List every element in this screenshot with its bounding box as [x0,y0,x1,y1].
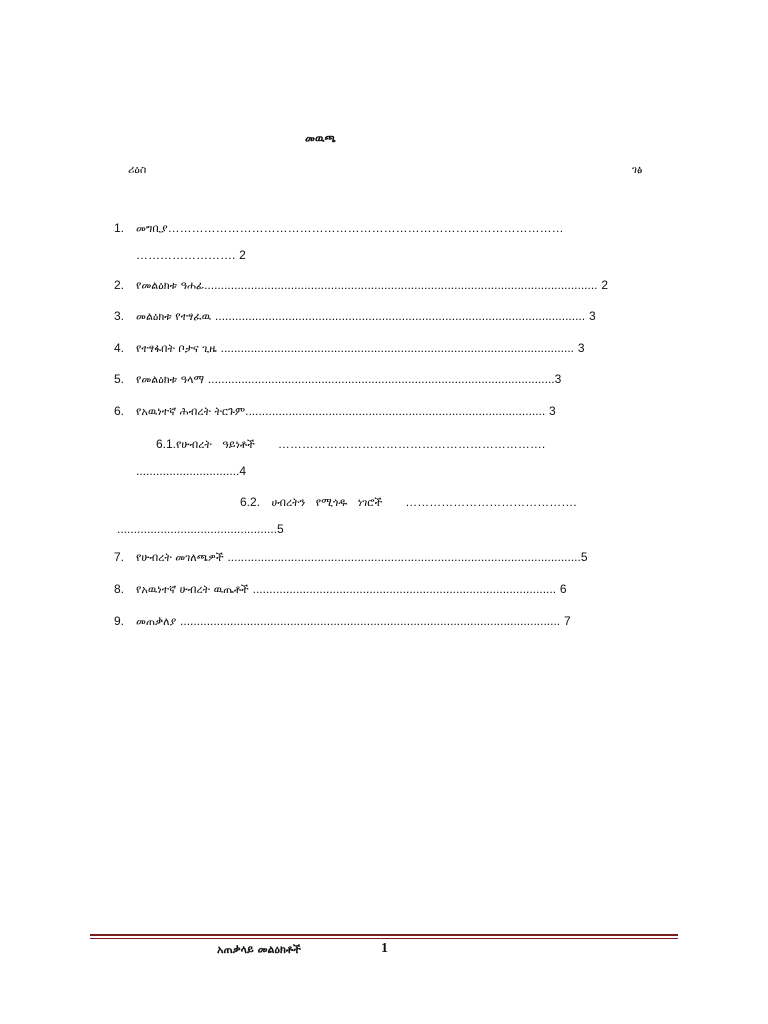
column-header-title: ሪዕስ [128,163,147,176]
toc-item-8[interactable] [114,581,567,598]
toc-label: የሁብረት መገለጫዎች [136,551,224,564]
toc-dots: ……………………………………………………………………………………… [167,221,564,235]
toc-label: መልዕክቱ የተፃፈዉ [136,310,212,323]
footer-page-number: 1 [381,941,388,956]
toc-item-5[interactable] [114,371,561,388]
toc-label: ሀብረትን የሚጎዱ ነገሮች [271,496,383,509]
toc-page: 3 [554,372,562,386]
toc-item-3[interactable] [114,308,596,325]
toc-dots: ...................................................................................................................... [204,278,598,292]
toc-page: 5 [277,522,284,536]
toc-page: 4 [239,464,247,478]
toc-number: 6.2. [240,495,261,509]
toc-number: 8. [114,582,125,596]
toc-item-4[interactable] [114,340,585,357]
toc-page: 2 [601,278,609,292]
toc-item-6-1-continued [136,463,246,479]
toc-label: የሁብረት ዓይነቶች [176,438,255,451]
toc-item-9[interactable] [114,613,571,630]
toc-dots: ................................................ [117,522,278,536]
toc-dots: ........................................................................................... [252,582,557,596]
toc-page: 5 [580,550,588,564]
column-header-page: ገፅ [632,163,643,176]
toc-dots: .......................................................................................................... [220,341,575,355]
toc-number: 6.1. [156,437,177,451]
toc-item-1[interactable] [114,220,564,237]
toc-dots: .................................................................................................................. [180,614,561,628]
toc-page: 7 [563,614,571,628]
toc-dots: ........................................................................................................ [207,372,555,386]
toc-number: 1. [114,221,125,235]
toc-dots: .......................................................................................... [245,404,546,418]
toc-dots: ............................... [136,464,240,478]
toc-item-7[interactable] [114,549,588,566]
toc-label: የመልዕክቱ ዓሐፊ [136,279,205,292]
toc-dots: ……………………………………. [405,495,577,509]
toc-label: መግቢያ [136,222,168,235]
page-title: መዉጫ [305,132,336,145]
toc-item-6-2-continued [117,521,284,537]
toc-item-6[interactable] [114,403,556,420]
toc-number: 2. [114,278,125,292]
toc-page: 3 [577,341,585,355]
toc-dots: …………………………………………………………. [277,437,546,451]
toc-label: የመልዕክቱ ዓላማ [136,373,205,386]
footer-title: አጠቃላይ መልዕክቶች [217,943,301,956]
toc-item-6-1[interactable] [156,436,545,453]
toc-dots: ……………………. [136,248,236,262]
toc-dots: ............................................................................................................... [215,309,586,323]
footer-rule-thin [90,938,678,939]
toc-number: 5. [114,372,125,386]
toc-item-6-2[interactable] [240,494,577,511]
footer-rule-thick [90,934,678,936]
toc-item-1-continued [136,247,246,263]
toc-number: 3. [114,309,125,323]
toc-page: 3 [588,309,596,323]
toc-number: 4. [114,341,125,355]
toc-page: 2 [239,248,246,262]
toc-page: 6 [559,582,567,596]
toc-number: 7. [114,550,125,564]
toc-number: 6. [114,404,125,418]
toc-dots: .......................................................................................................... [227,550,581,564]
toc-label: መጠቃለያ [136,615,177,628]
toc-page: 3 [549,404,556,418]
toc-label: የአዉነተኛ ሁብረት ዉጤቶች [136,583,249,596]
toc-number: 9. [114,614,125,628]
toc-label: የአዉነተኛ ሕብረት ትርጉም [136,405,246,418]
toc-label: የተፃፋበት ቦታና ጊዜ [136,342,217,355]
toc-item-2[interactable] [114,277,608,294]
